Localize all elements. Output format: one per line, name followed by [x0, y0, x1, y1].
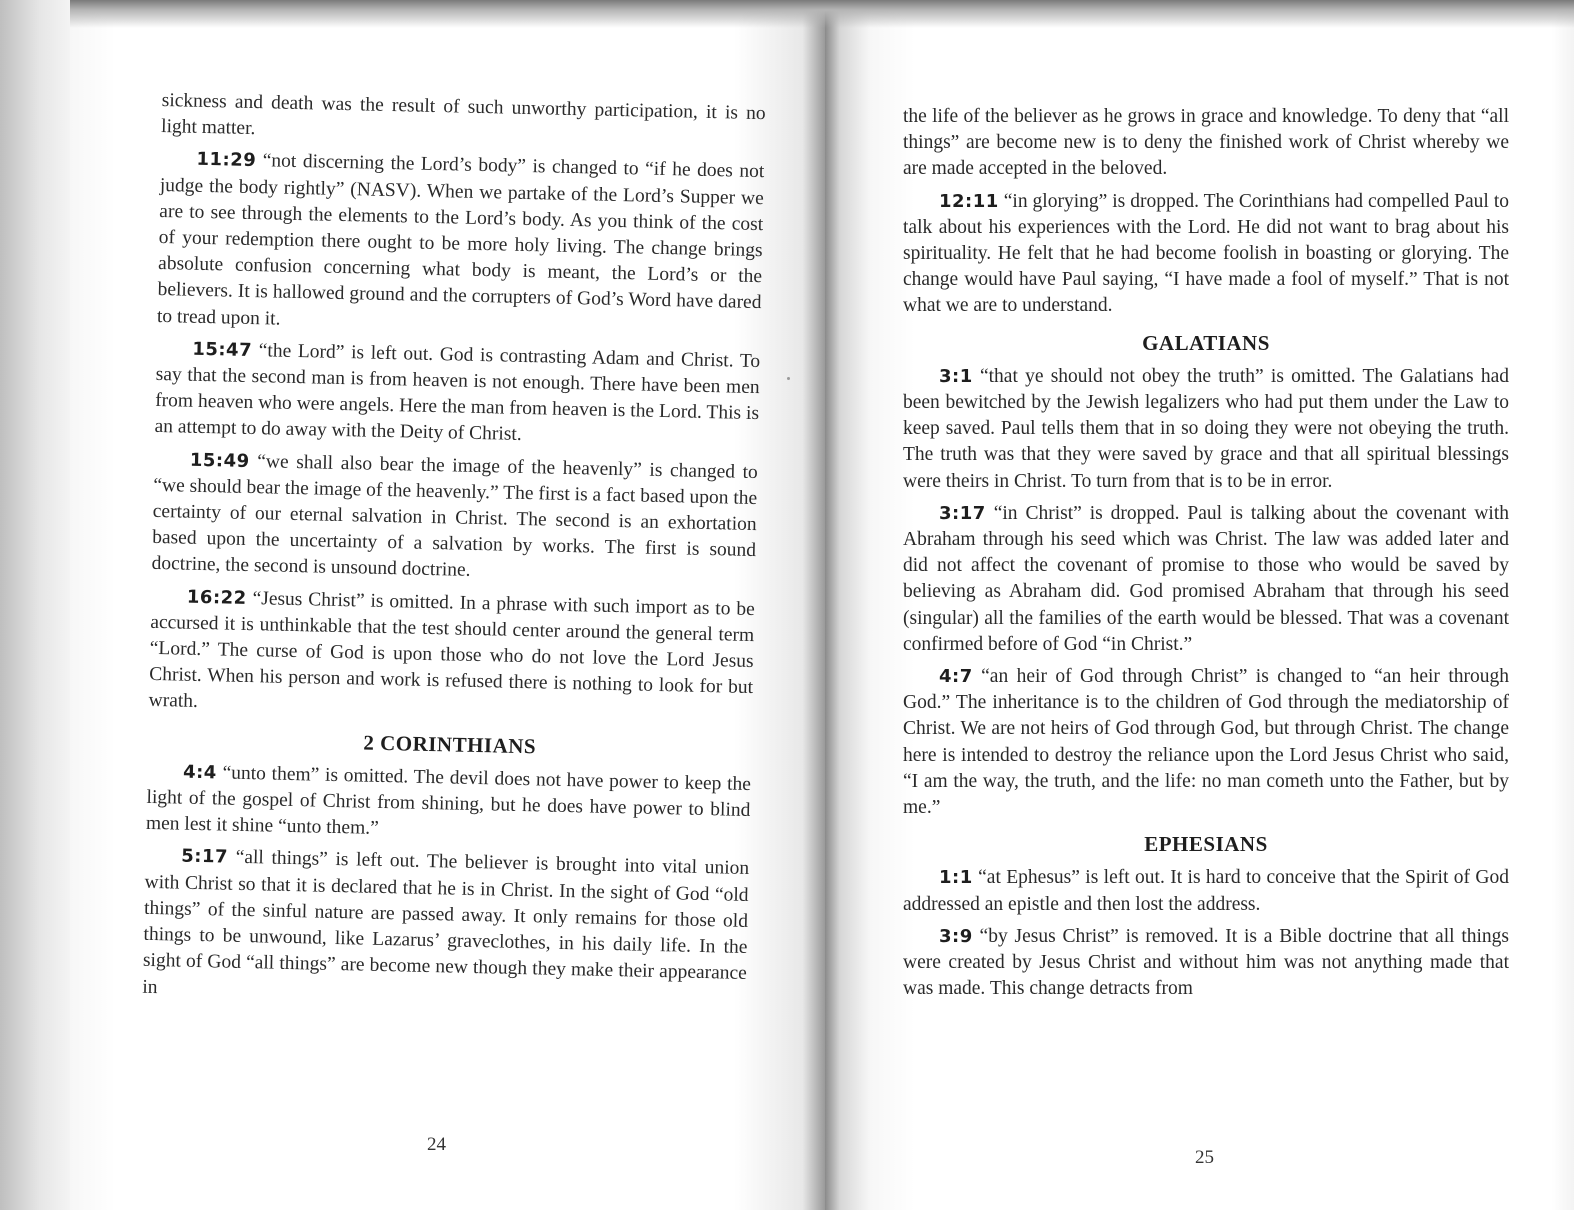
page-top-shadow: [70, 0, 825, 28]
right-page-text: [903, 104, 1509, 1009]
verse-paragraph: [151, 447, 758, 591]
paragraph-text: “the Lord” is left out. God is contrasting Adam and Christ. To say that the second man is from heaven is not enough. There have been men from heaven who were angels. Here the man from heaven is the Lord. This is an attempt to do away with the Deity of Christ.: [154, 339, 761, 446]
paragraph-text: “an heir of God through Christ” is changed to “an heir through God.” The inheritance is to the children of God through the mediatorship of Christ. We are not heirs of God through God, but through Christ. The change here is intended to destroy the reliance upon the Lord Jesus Christ who said, “I am the way, the truth, and the life: no man cometh unto the Father, but by me.”: [903, 666, 1509, 819]
verse-reference: 4:4: [182, 761, 218, 784]
continued-paragraph: [903, 104, 1509, 183]
verse-paragraph: [903, 364, 1509, 495]
verse-paragraph: [146, 759, 752, 851]
verse-paragraph: [157, 146, 765, 343]
verse-reference: 3:9: [939, 925, 973, 947]
paragraph-text: “we shall also bear the image of the heavenly” is changed to “we should bear the image of the heavenly.” The first is a fact based upon the certainty of our eternal salvation in Christ. The second is an exhortation based upon the uncertainty of a salvation by works. The first is sound doctrine, the second is unsound doctrine.: [151, 450, 758, 582]
section-heading: GALATIANS: [1142, 330, 1270, 355]
verse-reference: 12:11: [939, 190, 999, 212]
paragraph-text: “in Christ” is dropped. Paul is talking about the covenant with Abraham through his seed which was Christ. The law was added later and did not affect the covenant of promise to those who would be saved by believing as Abraham did. God promised Abraham that through his seed (singular) all the families of the earth would be blessed. That was a covenant confirmed before of God “in Christ.”: [903, 502, 1509, 655]
continued-paragraph: [161, 88, 766, 154]
paragraph-text: “that ye should not obey the truth” is omitted. The Galatians had been bewitched by the Jewish legalizers who had put them under the Law to keep saved. Paul tells them that in so doing they were not obeying the truth. The truth was that they were saved by grace and that all spiritual blessings were theirs in Christ. To turn from that is to be in error.: [903, 365, 1509, 492]
paragraph-text: “Jesus Christ” is omitted. In a phrase with such import as to be accursed it is unthinkable that the test should center around the general term “Lord.” The curse of God is upon those who do not love the Lord Jesus Christ. When his person and work is refused there is nothing to look for but wrath.: [148, 587, 755, 713]
page-number: 24: [427, 1134, 446, 1155]
verse-paragraph: [142, 843, 749, 1013]
paragraph-text: “unto them” is omitted. The devil does not have power to keep the light of the gospel of Christ from shining, but he does have power to blind men lest it shine “unto them.”: [145, 762, 752, 840]
right-page: [825, 0, 1574, 1210]
paragraph-text: “not discerning the Lord’s body” is changed to “if he does not judge the body rightly” (NASV). When we partake of the Lord’s Supper we are to see through the elements to the Lord’s body. As you think of the cost of your redemption there ought to be more holy living. The change brings absolute confusion concerning what body is meant, the Lord’s or the believers. It is hallowed ground and the corrupters of God’s Word have dared to tread upon it.: [156, 150, 765, 330]
verse-paragraph: [903, 924, 1509, 1003]
verse-paragraph: [154, 336, 760, 454]
paragraph-text: the life of the believer as he grows in grace and knowledge. To deny that “all things” are become new is to deny the finished work of Christ whereby we are made accepted in the beloved.: [903, 106, 1509, 180]
verse-reference: 4:7: [939, 666, 973, 688]
paragraph-text: sickness and death was the result of such unworthy participation, it is no light matter.: [160, 89, 766, 140]
verse-reference: 16:22: [186, 586, 247, 609]
verse-reference: 3:17: [939, 502, 986, 524]
left-page-text: [142, 88, 766, 1020]
section-heading: 2 CORINTHIANS: [363, 730, 537, 758]
paragraph-text: “all things” is left out. The believer is brought into vital union with Christ so that it is declared that he is in Christ. In the sight of God “old things” of the sinful nature are passed away. It only remains for those old things to be unwound, like Lazarus’ graveclothes, in his daily life. In the sight of God “all things” are become new though they make their appearance in: [142, 847, 750, 998]
paragraph-text: “at Ephesus” is left out. It is hard to conceive that the Spirit of God addressed an epistle and then lost the address.: [903, 867, 1509, 915]
paragraph-text: “in glorying” is dropped. The Corinthians had compelled Paul to talk about his experiences with the Lord. He did not want to brag about his spirituality. He felt that he had become foolish in boasting or glorying. The change would have Paul saying, “I have made a fool of myself.” That is not what we are to understand.: [903, 190, 1509, 317]
verse-reference: 15:49: [189, 449, 250, 472]
verse-reference: 5:17: [181, 846, 229, 869]
section-heading: EPHESIANS: [1144, 832, 1268, 857]
verse-paragraph: [903, 501, 1509, 658]
verse-reference: 3:1: [939, 365, 973, 387]
verse-reference: 15:47: [192, 338, 253, 361]
verse-paragraph: [148, 584, 755, 728]
verse-paragraph: [903, 664, 1509, 821]
verse-paragraph: [903, 189, 1509, 320]
verse-paragraph: [903, 865, 1509, 917]
page-top-shadow: [825, 0, 1574, 28]
speck: [787, 377, 790, 380]
verse-reference: 1:1: [939, 867, 973, 889]
page-number: 25: [1195, 1147, 1214, 1168]
verse-reference: 11:29: [196, 149, 257, 172]
left-page: [70, 0, 825, 1210]
paragraph-text: “by Jesus Christ” is removed. It is a Bible doctrine that all things were created by Jesus Christ and without him was not anything made that was made. This change detracts from: [903, 925, 1509, 1000]
